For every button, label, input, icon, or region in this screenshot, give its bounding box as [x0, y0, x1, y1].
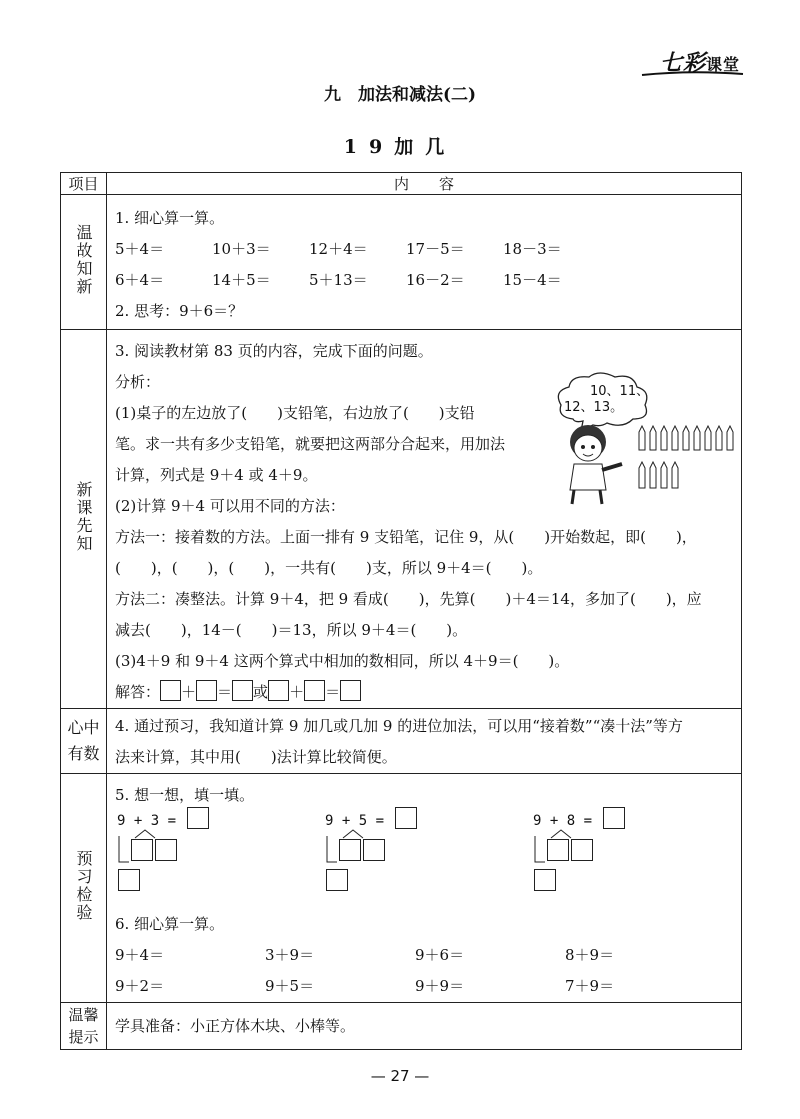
cloud-line2: 12、13。 [564, 400, 624, 415]
q5-eq2: 9 + 5 = [325, 813, 385, 829]
calc-item: 9＋9＝ [415, 977, 465, 995]
calc-item: 9＋4＝ [115, 946, 165, 964]
q3-text: 3. 阅读教材第 83 页的内容，完成下面的问题。 [115, 342, 433, 360]
q1-title: 1. 细心算一算。 [115, 209, 225, 227]
section-label-review: 温故知新 [74, 224, 93, 296]
q1-row2 [115, 265, 741, 296]
answer-box[interactable] [304, 680, 325, 701]
q5-eq3: 9 + 8 = [533, 813, 593, 829]
answer-box[interactable] [232, 680, 253, 701]
q5-sum-box[interactable] [118, 869, 140, 891]
q5-split-box[interactable] [571, 839, 593, 861]
q5-split-box[interactable] [131, 839, 153, 861]
logo-sub: 课堂 [706, 55, 741, 74]
section-know [107, 709, 742, 774]
lesson-title: 19加几 [343, 136, 457, 158]
calc-item: 8＋9＝ [565, 946, 615, 964]
p1c: 计算，列式是 9＋4 或 4＋9。 [115, 466, 318, 484]
pencils-illustration [636, 424, 746, 496]
q5-eq1: 9 + 3 = [117, 813, 177, 829]
tip-text: 学具准备：小正方体木块、小棒等。 [115, 1016, 356, 1035]
q1-row1 [115, 234, 741, 265]
p2: (2)计算 9＋4 可以用不同的方法： [115, 497, 345, 515]
worksheet-table [60, 172, 742, 1050]
q5-split-box[interactable] [339, 839, 361, 861]
calc-item: 17－5＝ [406, 240, 465, 258]
calc-item: 12＋4＝ [309, 240, 368, 258]
q5-split-box[interactable] [155, 839, 177, 861]
q4b: 法来计算，其中用( )法计算比较简便。 [115, 748, 397, 766]
calc-item: 6＋4＝ [115, 271, 165, 289]
calc-item: 5＋13＝ [309, 271, 368, 289]
cloud-line1: 10、11、 [590, 384, 650, 399]
section-label-preview: 新课先知 [74, 481, 93, 553]
method2-b: 减去( )，14－( )＝13，所以 9＋4＝( )。 [115, 621, 468, 639]
p1b: 笔。求一共有多少支铅笔，就要把这两部分合起来，用加法 [115, 435, 506, 453]
calc-item: 16－2＝ [406, 271, 465, 289]
calc-item: 9＋2＝ [115, 977, 165, 995]
answer-box[interactable] [160, 680, 181, 701]
q6-row2 [115, 971, 741, 1002]
or-word: 或 [253, 683, 269, 701]
q5-sum-box[interactable] [326, 869, 348, 891]
q6-text: 6. 细心算一算。 [115, 915, 225, 933]
section-label-check: 预习检验 [74, 850, 93, 922]
calc-item: 5＋4＝ [115, 240, 165, 258]
answer-label: 解答： [115, 683, 161, 701]
analysis-label: 分析： [115, 373, 161, 391]
calc-item: 15－4＝ [503, 271, 562, 289]
equals-sign: ＝ [217, 683, 233, 701]
q5-text: 5. 想一想，填一填。 [115, 786, 255, 804]
section-label-tip: 温馨提示 [68, 1006, 99, 1046]
method2-a: 方法二：凑整法。计算 9＋4，把 9 看成( )，先算( )＋4＝14，多加了( )，应 [115, 590, 702, 608]
calc-item: 3＋9＝ [265, 946, 315, 964]
calc-item: 7＋9＝ [565, 977, 615, 995]
q2-text: 2. 思考：9＋6＝？ [115, 302, 244, 320]
calc-item: 10＋3＝ [212, 240, 271, 258]
method1-b: ( )，( )，( )，一共有( )支，所以 9＋4＝( )。 [115, 559, 543, 577]
p3: (3)4＋9 和 9＋4 这两个算式中相加的数相同，所以 4＋9＝( )。 [115, 652, 570, 670]
calc-item: 14＋5＝ [212, 271, 271, 289]
calc-item: 18－3＝ [503, 240, 562, 258]
answer-box[interactable] [196, 680, 217, 701]
plus-sign: ＋ [181, 683, 197, 701]
boy-illustration [560, 420, 630, 506]
logo-underline [640, 70, 745, 78]
plus-sign: ＋ [289, 683, 305, 701]
header-project: 项目 [61, 173, 107, 195]
calc-item: 9＋5＝ [265, 977, 315, 995]
q5-split-box[interactable] [547, 839, 569, 861]
header-content: 内 容 [107, 173, 742, 195]
q5-split-box[interactable] [363, 839, 385, 861]
chapter-title: 九 加法和减法(二) [323, 85, 477, 105]
answer-box[interactable] [340, 680, 361, 701]
section-label-know: 心中有数 [67, 718, 100, 763]
section-tip [107, 1003, 742, 1050]
p1a: (1)桌子的左边放了( )支铅笔，右边放了( )支铅 [115, 404, 475, 422]
answer-row [115, 677, 741, 708]
equals-sign: ＝ [325, 683, 341, 701]
page-number: — 27 — [370, 1067, 430, 1085]
method1-a: 方法一：接着数的方法。上面一排有 9 支铅笔，记住 9，从( )开始数起，即( )， [115, 528, 697, 546]
section-review [107, 195, 742, 330]
q4a: 4. 通过预习，我知道计算 9 加几或几加 9 的进位加法，可以用“接着数”“凑十法”等方 [115, 717, 683, 735]
q5-sum-box[interactable] [534, 869, 556, 891]
calc-item: 9＋6＝ [415, 946, 465, 964]
logo-main: 七彩 [660, 51, 707, 76]
q6-row1 [115, 940, 741, 971]
answer-box[interactable] [268, 680, 289, 701]
